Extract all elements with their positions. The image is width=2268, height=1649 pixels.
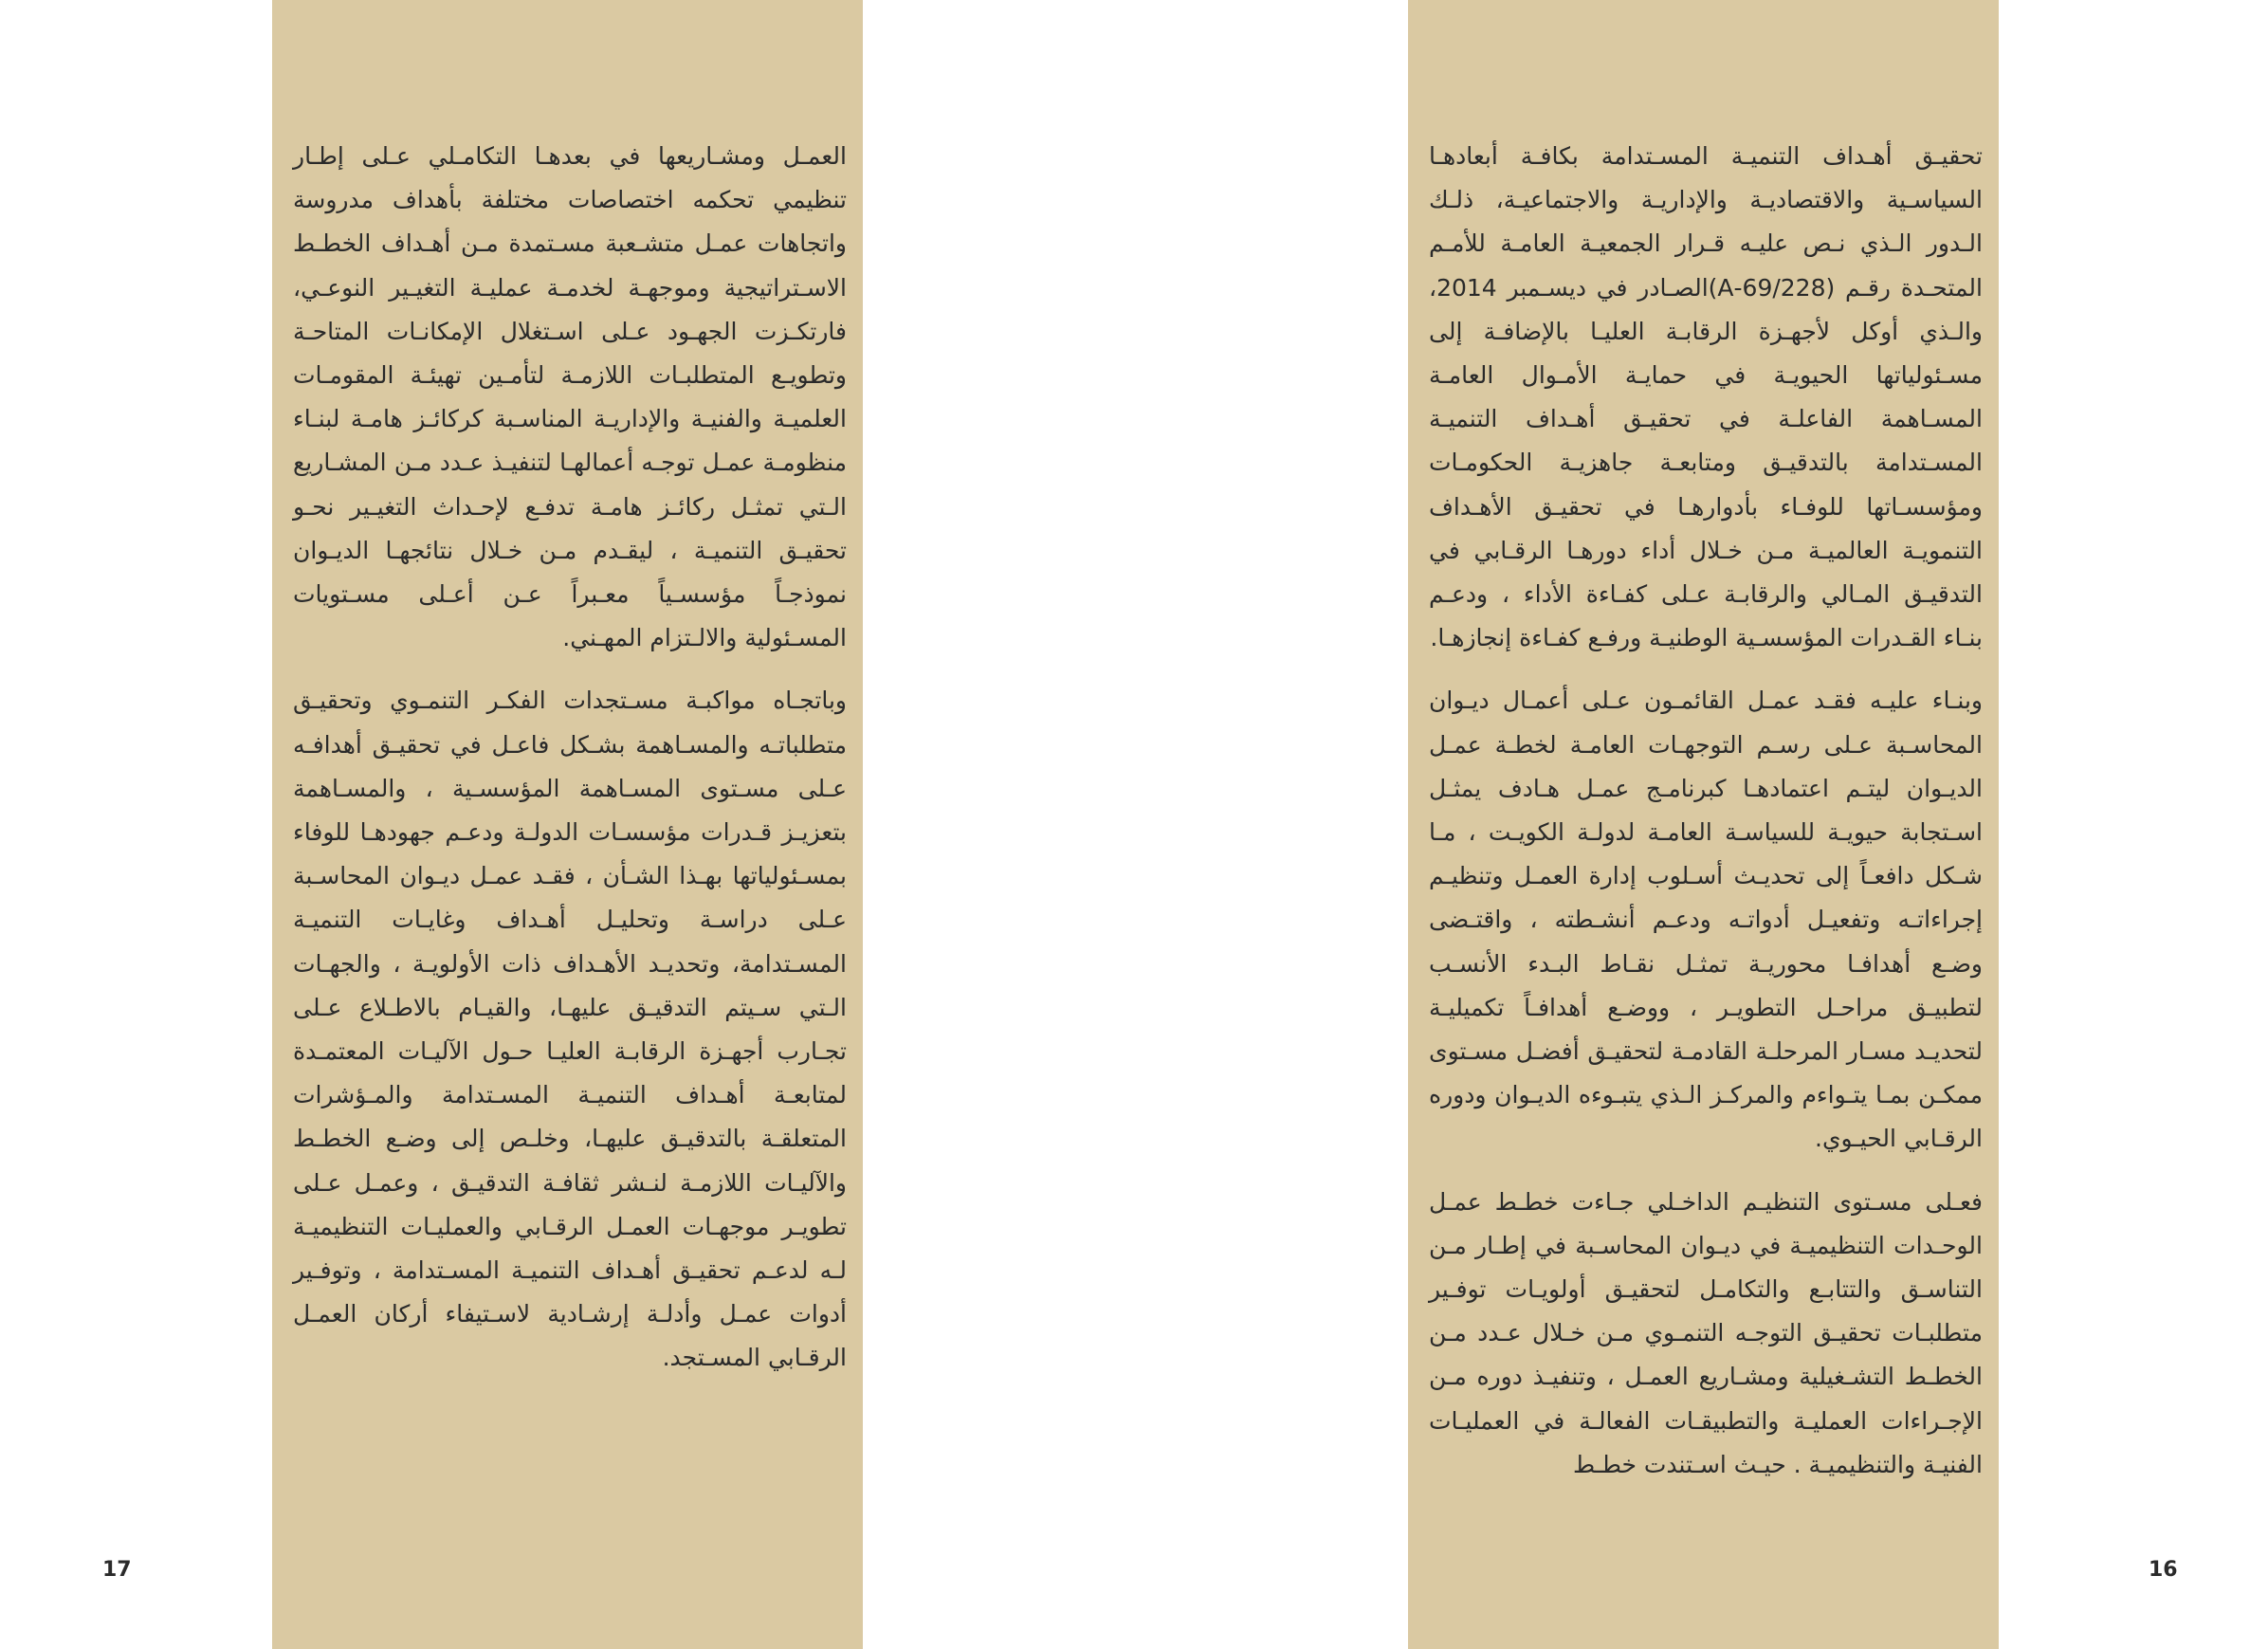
right-paragraph-3: فعـلى مسـتوى التنظيـم الداخـلي جـاءت خطـط عمـل الوحـدات التنظيميـة في ديـوان المحاسـبة في إطـار مـن التناسـق والتتابـع والتكامـل لتحقيـق أولويـات توفـير متطلبـات تحقيـق التوجـه التنمـوي مـن خـلال عـدد مـن الخطـط التشـغيلية ومشـاريع العمـل ، وتنفيـذ دوره مـن الإجـراءات العمليـة والتطبيقـات الفعالـة في العمليـات الفنيـة والتنظيميـة . حيـث اسـتندت خطـط bbox=[1429, 1187, 1983, 1478]
left-paragraph-2: وباتجـاه مواكبـة مسـتجدات الفكـر التنمـوي وتحقيـق متطلباتـه والمسـاهمة بشـكل فاعـل في تحقيـق أهدافـه عـلى مسـتوى المسـاهمة المؤسسـية ، والمسـاهمة بتعزيـز قـدرات مؤسسـات الدولـة ودعـم جهودهـا للوفاء بمسـئولياتها بهـذا الشـأن ، فقـد عمـل ديـوان المحاسـبة عـلى دراسـة وتحليـل أهـداف وغايـات التنميـة المسـتدامة، وتحديـد الأهـداف ذات الأولويـة ، والجهـات الـتي سـيتم التدقيـق عليهـا، والقيـام بالاطـلاع عـلى تجـارب أجهـزة الرقابـة العليـا حـول الآليـات المعتمـدة لمتابعـة أهـداف التنميـة المسـتدامة والمـؤشرات المتعلقـة بالتدقيـق عليهـا، وخلـص إلى وضـع الخطـط والآليـات اللازمـة لنـشر ثقافـة التدقيـق ، وعمـل عـلى تطويـر موجهـات العمـل الرقـابي والعمليـات التنظيميـة لـه لدعـم تحقيـق أهـداف التنميـة المسـتدامة ، وتوفـير أدوات عمـل وأدلـة إرشـادية لاسـتيفاء أركان العمـل الرقـابي المسـتجد. bbox=[293, 687, 847, 1372]
right-paragraph-2: وبنـاء عليـه فقـد عمـل القائمـون عـلى أعمـال ديـوان المحاسـبة عـلى رسـم التوجهـات العامـة لخطـة عمـل الديـوان ليتـم اعتمادهـا كبرنامـج عمـل هـادف يمثـل اسـتجابة حيويـة للسياسـة العامـة لدولـة الكويـت ، مـا شـكل دافعـاً إلى تحديـث أسـلوب إدارة العمـل وتنظيـم إجراءاتـه وتفعيـل أدواتـه ودعـم أنشـطته ، واقتـضى وضـع أهدافـا محوريـة تمثـل نقـاط البـدء الأنسـب لتطبيـق مراحـل التطويـر ، ووضـع أهدافـاً تكميليـة لتحديـد مسـار المرحلـة القادمـة لتحقيـق أفضـل مسـتوى ممكـن بمـا يتـواءم والمركـز الـذي يتبـوءه الديـوان ودوره الرقـابي الحيـوي. bbox=[1429, 687, 1983, 1153]
page-number-right: 16 bbox=[2149, 1558, 2178, 1582]
left-page-column bbox=[272, 0, 863, 1649]
left-page-text bbox=[293, 135, 847, 1400]
right-page-text bbox=[1429, 135, 1983, 1506]
right-paragraph-1: تحقيـق أهـداف التنميـة المسـتدامة بكافـة أبعادهـا السياسـية والاقتصاديـة والإداريـة والاجتماعيـة، ذلـك الـدور الـذي نـص عليـه قـرار الجمعيـة العامـة للأمـم المتحـدة رقـم (69/228-A)الصـادر في ديسـمبر 2014، والـذي أوكل لأجهـزة الرقابـة العليـا بالإضافـة إلى مسـئولياتها الحيويـة في حمايـة الأمـوال العامـة المسـاهمة الفاعلـة في تحقيـق أهـداف التنميـة المسـتدامة بالتدقيـق ومتابعـة جاهزيـة الحكومـات ومؤسسـاتها للوفـاء بأدوارهـا في تحقيـق الأهـداف التنمويـة العالميـة مـن خـلال أداء دورهـا الرقـابي في التدقيـق المـالي والرقابـة عـلى كفـاءة الأداء ، ودعـم بنـاء القـدرات المؤسسـية الوطنيـة ورفـع كفـاءة إنجازهـا. bbox=[1429, 142, 1983, 652]
left-paragraph-1: العمـل ومشـاريعها في بعدهـا التكامـلي عـلى إطـار تنظيمي تحكمه اختصاصات مختلفة بأهداف مدروسة واتجاهات عمـل متشـعبة مسـتمدة مـن أهـداف الخطـط الاسـتراتيجية وموجهـة لخدمـة عمليـة التغيـير النوعـي، فارتكـزت الجهـود عـلى اسـتغلال الإمكانـات المتاحـة وتطويـع المتطلبـات اللازمـة لتأمـين تهيئـة المقومـات العلميـة والفنيـة والإداريـة المناسـبة كركائـز هامـة لبنـاء منظومـة عمـل توجـه أعمالهـا لتنفيـذ عـدد مـن المشـاريع الـتي تمثـل ركائـز هامـة تدفـع لإحـداث التغيـير نحـو تحقيـق التنميـة ، ليقـدم مـن خـلال نتائجهـا الديـوان نموذجـاً مؤسسـياً معـبراً عـن أعـلى مسـتويات المسـئولية والالـتزام المهـني. bbox=[293, 142, 847, 652]
page-number-left: 17 bbox=[102, 1558, 132, 1582]
right-page-column bbox=[1408, 0, 1999, 1649]
